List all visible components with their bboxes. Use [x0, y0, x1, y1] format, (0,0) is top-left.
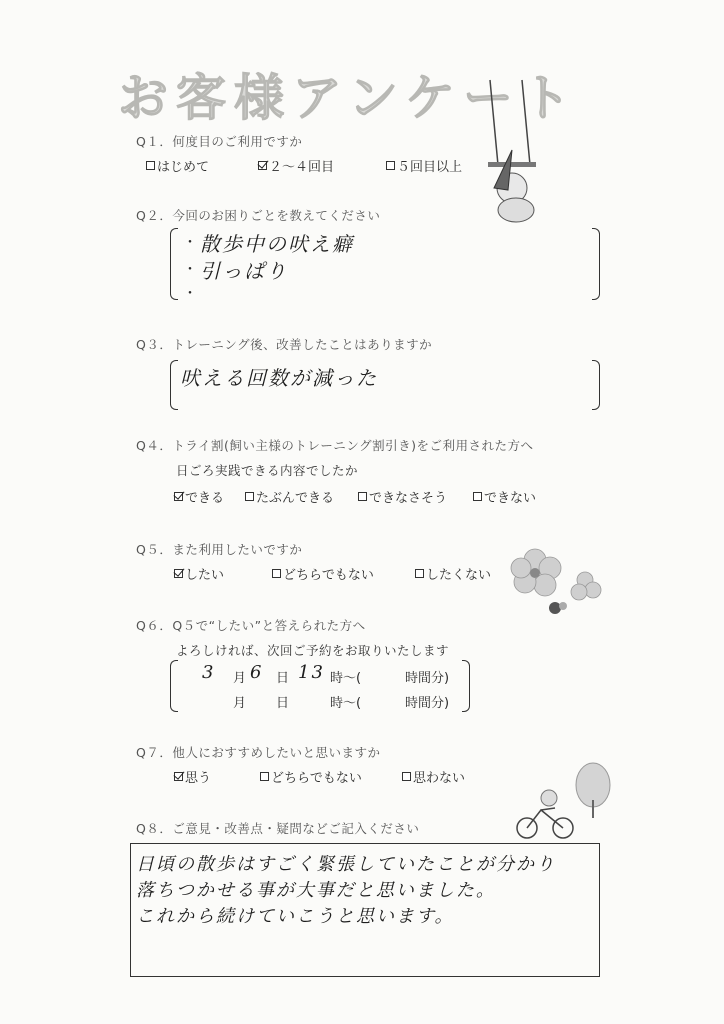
q2-bullet: ・: [183, 262, 197, 278]
q1-option-3[interactable]: ５回目以上: [386, 156, 462, 175]
q7-option-2[interactable]: どちらでもない: [260, 767, 362, 786]
checkbox[interactable]: [245, 492, 254, 501]
q5-question: Q５．また利用したいですか: [136, 542, 303, 557]
flower-illustration: [505, 540, 615, 630]
q8-comment-line-2[interactable]: 落ちつかせる事が大事だと思いました。: [136, 880, 496, 901]
q6-subquestion: よろしければ、次回ご予約をお取りいたします: [176, 643, 450, 658]
q6-month-label: 月: [233, 671, 247, 686]
checkbox-checked[interactable]: [174, 569, 183, 578]
checkbox[interactable]: [473, 492, 482, 501]
q2-answer-1[interactable]: 散歩中の吠え癖: [200, 232, 354, 256]
checkbox[interactable]: [146, 161, 155, 170]
q1-question: Q１．何度目のご利用ですか: [136, 134, 303, 149]
q6-month-label: 月: [233, 696, 247, 711]
q1-option-2[interactable]: ２～４回目: [258, 156, 334, 175]
q3-answer[interactable]: 吠える回数が減った: [180, 366, 378, 390]
checkbox-checked[interactable]: [258, 161, 267, 170]
q5-option-3[interactable]: したくない: [415, 564, 491, 583]
q6-day-label: 日: [276, 696, 290, 711]
q3-bracket-right: [592, 360, 600, 410]
q4-option-2[interactable]: たぶんできる: [245, 487, 334, 506]
q8-comment-line-3[interactable]: これから続けていこうと思います。: [136, 906, 455, 927]
swing-girl-illustration: [470, 70, 560, 240]
checkbox[interactable]: [402, 772, 411, 781]
q2-answer-2[interactable]: 引っぱり: [200, 259, 288, 283]
q5-option-2[interactable]: どちらでもない: [272, 564, 374, 583]
q8-question: Q８．ご意見・改善点・疑問などご記入ください: [136, 821, 420, 836]
tree-bicycle-illustration: [515, 760, 620, 845]
q6-hour-label: 時～(: [330, 696, 362, 711]
checkbox[interactable]: [272, 569, 281, 578]
checkbox[interactable]: [260, 772, 269, 781]
q7-option-3[interactable]: 思わない: [402, 767, 465, 786]
q6-question: Q６．Q５で“したい”と答えられた方へ: [136, 618, 366, 633]
q6-day-label: 日: [276, 671, 290, 686]
q5-option-1[interactable]: したい: [174, 564, 224, 583]
checkbox[interactable]: [358, 492, 367, 501]
q2-bullet: ・: [183, 235, 197, 251]
checkbox-checked[interactable]: [174, 492, 183, 501]
q2-bracket-left: [170, 228, 178, 300]
q6-day-value[interactable]: 6: [250, 662, 264, 683]
q7-question: Q７．他人におすすめしたいと思いますか: [136, 745, 381, 760]
checkbox-checked[interactable]: [174, 772, 183, 781]
q6-duration-label: 時間分): [405, 696, 450, 711]
q7-option-1[interactable]: 思う: [174, 767, 211, 786]
checkbox[interactable]: [386, 161, 395, 170]
q4-option-1[interactable]: できる: [174, 487, 224, 506]
q4-question: Q４．トライ割(飼い主様のトレーニング割引き)をご利用された方へ: [136, 438, 534, 453]
q1-option-1[interactable]: はじめて: [146, 156, 209, 175]
q4-option-4[interactable]: できない: [473, 487, 536, 506]
survey-title: お客様アンケート: [118, 69, 579, 127]
q6-month-value[interactable]: 3: [202, 662, 216, 683]
q6-bracket-left: [170, 660, 178, 712]
q6-hour-label: 時～(: [330, 671, 362, 686]
q4-option-3[interactable]: できなさそう: [358, 487, 447, 506]
q3-question: Q３．トレーニング後、改善したことはありますか: [136, 337, 433, 352]
q6-hour-value[interactable]: 13: [298, 662, 325, 683]
q2-bracket-right: [592, 228, 600, 300]
q3-bracket-left: [170, 360, 178, 410]
checkbox[interactable]: [415, 569, 424, 578]
q2-question: Q２．今回のお困りごとを教えてください: [136, 208, 381, 223]
q2-bullet: ・: [183, 286, 197, 302]
q8-comment-line-1[interactable]: 日頃の散歩はすごく緊張していたことが分かり: [136, 854, 556, 875]
q6-duration-label: 時間分): [405, 671, 450, 686]
q6-bracket-right: [462, 660, 470, 712]
q4-subquestion: 日ごろ実践できる内容でしたか: [176, 463, 359, 478]
